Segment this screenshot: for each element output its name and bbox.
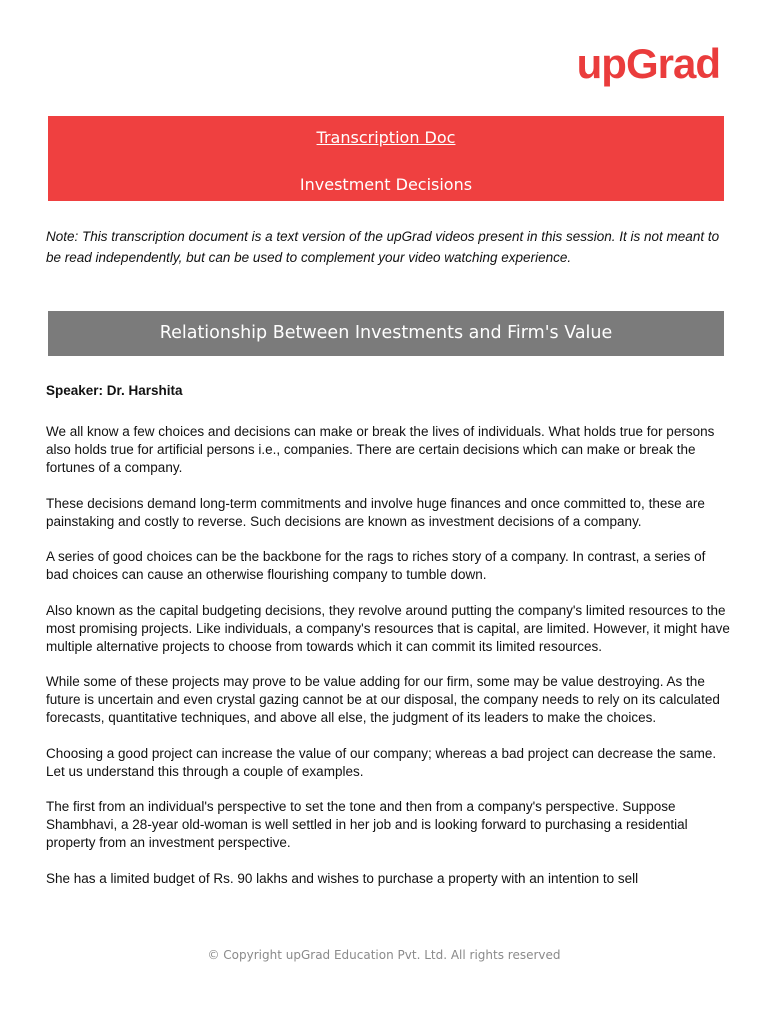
paragraph: These decisions demand long-term commitments and involve huge finances and once committed to, these are painstaking and costly to reverse. Such decisions are known as investment decisions of a company. — [46, 495, 705, 529]
paragraph: A series of good choices can be the backbone for the rags to riches story of a company. In contrast, a series of bad choices can cause an otherwise flourishing company to tumble down. — [46, 549, 706, 582]
paragraph: While some of these projects may prove to be value adding for our firm, some may be value destroying. As the future is uncertain and even crystal gazing cannot be at our disposal, the company needs to rely on its calculated forecasts, quantitative techniques, and above all else, the judgment of its leaders to make the choices. — [46, 674, 720, 725]
doc-type-label: Transcription Doc — [316, 128, 456, 147]
upgrad-logo: upGrad — [576, 40, 720, 87]
copyright-footer: © Copyright upGrad Education Pvt. Ltd. All rights reserved — [207, 948, 561, 962]
paragraph: Also known as the capital budgeting decisions, they revolve around putting the company's limited resources to the most promising projects. Like individuals, a company's resources that is capital, are limited. However, it might have multiple alternative projects to choose from towards which it can commit its limited resources. — [46, 602, 730, 654]
doc-title: Investment Decisions — [299, 175, 473, 194]
section-title: Relationship Between Investments and Firm's Value — [48, 311, 724, 356]
transcript-body — [46, 423, 730, 905]
transcription-note: Note: This transcription document is a text version of the upGrad videos present in this session. It is not meant to be read independently, but can be used to complement your video watching experience. — [46, 229, 720, 265]
paragraph: We all know a few choices and decisions can make or break the lives of individuals. What holds true for persons also holds true for artificial persons i.e., companies. There are certain decisions which can make or break the fortunes of a company. — [46, 424, 715, 475]
paragraph: The first from an individual's perspective to set the tone and then from a company's perspective. Suppose Shambhavi, a 28-year old-woman is well settled in her job and is looking forward to purchasing a residential property from an investment perspective. — [46, 799, 688, 850]
paragraph: Choosing a good project can increase the value of our company; whereas a bad project can decrease the same. Let us understand this through a couple of examples. — [46, 745, 717, 779]
paragraph: She has a limited budget of Rs. 90 lakhs and wishes to purchase a property with an intention to sell — [46, 870, 639, 886]
header-banner — [48, 116, 724, 201]
speaker-label: Speaker: Dr. Harshita — [46, 383, 183, 398]
